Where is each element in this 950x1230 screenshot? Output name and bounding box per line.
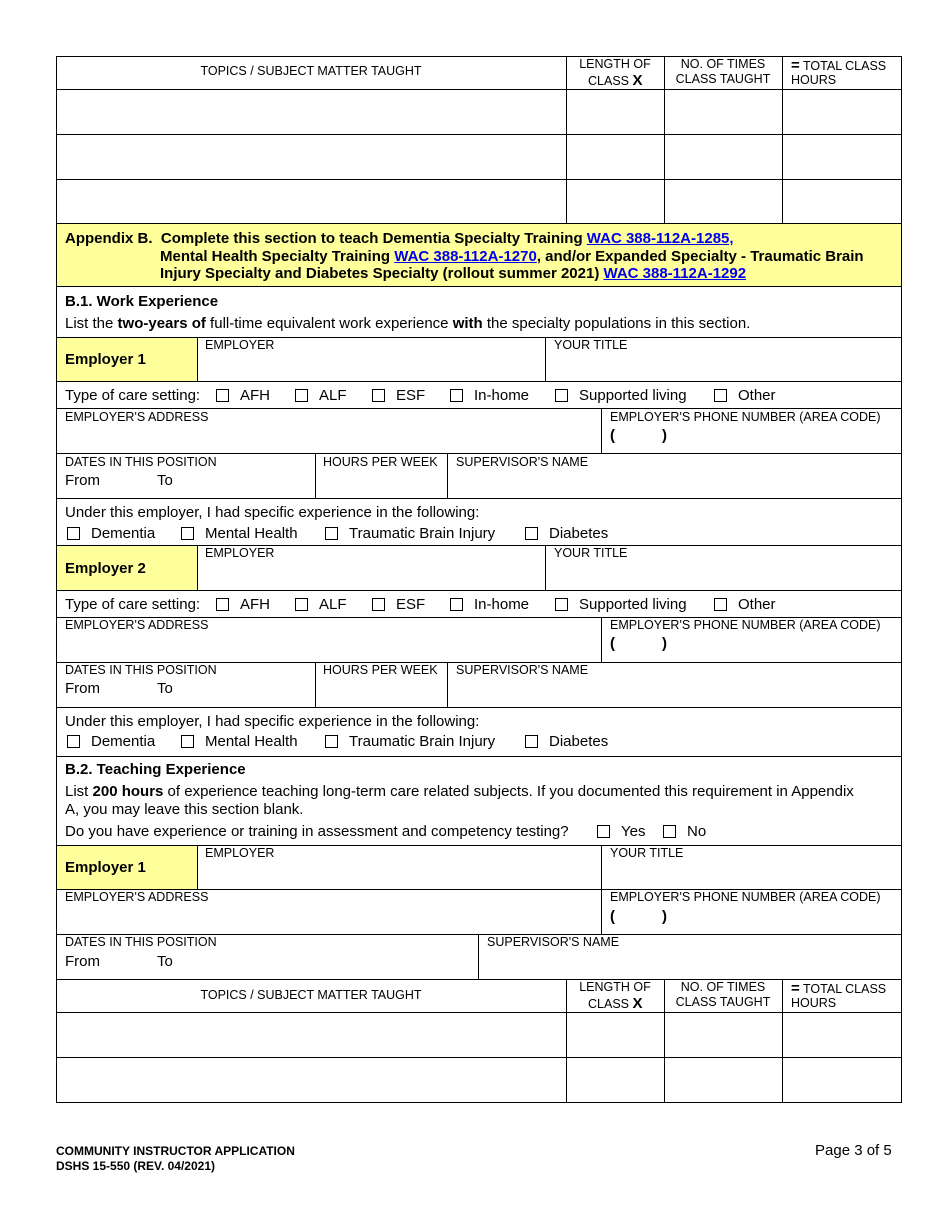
dates-caption: DATES IN THIS POSITION (65, 935, 217, 949)
col-times-header-1: NO. OF TIMES (680, 57, 766, 71)
afh-label: AFH (240, 596, 270, 613)
to-label: To (157, 680, 173, 697)
phone-paren-open: ( (610, 427, 615, 444)
col-length-header-2: CLASS X (588, 72, 643, 89)
b2-text-line1: List 200 hours of experience teaching long-term care related subjects. If you documented this requirement in Appendix (65, 783, 854, 800)
to-label: To (157, 953, 173, 970)
phone-paren-close: ) (662, 908, 667, 925)
esf-checkbox[interactable] (372, 389, 385, 402)
col-total-header-2: HOURS (791, 996, 837, 1010)
hours-caption: HOURS PER WEEK (323, 455, 438, 469)
phone-caption: EMPLOYER'S PHONE NUMBER (AREA CODE) (610, 618, 881, 632)
no-checkbox[interactable] (663, 825, 676, 838)
col-total-header-1: = TOTAL CLASS (791, 57, 887, 74)
employer2-phone-input[interactable] (620, 632, 900, 661)
employer2-label: Employer 2 (65, 560, 146, 577)
tbi-checkbox[interactable] (325, 735, 338, 748)
esf-label: ESF (396, 387, 426, 404)
address-caption: EMPLOYER'S ADDRESS (65, 890, 209, 904)
dates-caption: DATES IN THIS POSITION (65, 663, 217, 677)
col-total-header-1: = TOTAL CLASS (791, 980, 887, 997)
phone-paren-close: ) (662, 635, 667, 652)
phone-paren-open: ( (610, 635, 615, 652)
supported-living-checkbox[interactable] (555, 389, 568, 402)
employer2-address-input[interactable] (57, 632, 600, 661)
phone-caption: EMPLOYER'S PHONE NUMBER (AREA CODE) (610, 410, 881, 424)
assessment-question: Do you have experience or training in assessment and competency testing? (65, 823, 569, 840)
employer-caption: EMPLOYER (205, 546, 275, 560)
other-checkbox[interactable] (714, 389, 727, 402)
b2-topic-input-row2[interactable] (57, 1058, 565, 1101)
b2-heading: B.2. Teaching Experience (65, 761, 246, 778)
b2-text-line2: A, you may leave this section blank. (65, 801, 304, 818)
other-label: Other (738, 596, 776, 613)
employer2-supervisor-input[interactable] (448, 677, 900, 706)
topic-input-row2[interactable] (57, 135, 565, 178)
diabetes-label: Diabetes (549, 525, 609, 542)
to-label: To (157, 472, 173, 489)
b2-dates-input[interactable] (57, 949, 477, 978)
wac-1285-link[interactable]: WAC 388-112A-1285, (586, 230, 734, 247)
diabetes-checkbox[interactable] (525, 527, 538, 540)
esf-label: ESF (396, 596, 426, 613)
from-label: From (65, 472, 100, 489)
dementia-label: Dementia (91, 525, 156, 542)
alf-label: ALF (319, 387, 347, 404)
mental-health-checkbox[interactable] (181, 527, 194, 540)
b2-address-input[interactable] (57, 904, 600, 933)
b2-employer-name-input[interactable] (198, 860, 600, 888)
care-setting-label: Type of care setting: (65, 596, 201, 613)
mental-health-checkbox[interactable] (181, 735, 194, 748)
tbi-checkbox[interactable] (325, 527, 338, 540)
col-topics-header: TOPICS / SUBJECT MATTER TAUGHT (200, 988, 422, 1002)
care-setting-label: Type of care setting: (65, 387, 201, 404)
hours-caption: HOURS PER WEEK (323, 663, 438, 677)
under-employer-text: Under this employer, I had specific experience in the following: (65, 713, 480, 730)
col-topics-header: TOPICS / SUBJECT MATTER TAUGHT (200, 64, 422, 78)
b1-heading: B.1. Work Experience (65, 293, 219, 310)
tbi-label: Traumatic Brain Injury (349, 733, 496, 750)
supervisor-caption: SUPERVISOR'S NAME (456, 455, 589, 469)
mental-health-label: Mental Health (205, 525, 298, 542)
no-label: No (687, 823, 707, 840)
address-caption: EMPLOYER'S ADDRESS (65, 618, 209, 632)
appendix-b-line1: Appendix B. Complete this section to teach Dementia Specialty Training WAC 388-112A-1285, (65, 230, 734, 247)
other-checkbox[interactable] (714, 598, 727, 611)
supported-living-checkbox[interactable] (555, 598, 568, 611)
inhome-checkbox[interactable] (450, 598, 463, 611)
col-length-header-1: LENGTH OF (579, 980, 651, 994)
employer1-supervisor-input[interactable] (448, 469, 900, 497)
mental-health-label: Mental Health (205, 733, 298, 750)
from-label: From (65, 953, 100, 970)
alf-label: ALF (319, 596, 347, 613)
wac-1270-link[interactable]: WAC 388-112A-1270 (394, 248, 537, 265)
col-times-header-1: NO. OF TIMES (680, 980, 766, 994)
page-number: Page 3 of 5 (815, 1142, 892, 1159)
employer-caption: EMPLOYER (205, 338, 275, 352)
yes-checkbox[interactable] (597, 825, 610, 838)
diabetes-label: Diabetes (549, 733, 609, 750)
topic-input-row1[interactable] (57, 90, 565, 133)
yes-label: Yes (621, 823, 646, 840)
employer2-dates-input[interactable] (57, 677, 314, 706)
footer-title: COMMUNITY INSTRUCTOR APPLICATION (56, 1144, 295, 1158)
col-length-header-2: CLASS X (588, 995, 643, 1012)
supported-living-label: Supported living (579, 596, 687, 613)
phone-paren-close: ) (662, 427, 667, 444)
b2-topic-input-row1[interactable] (57, 1013, 565, 1056)
topic-input-row3[interactable] (57, 180, 565, 223)
afh-label: AFH (240, 387, 270, 404)
appendix-b-line2: Mental Health Specialty Training WAC 388-112A-1270, and/or Expanded Specialty - Traumatic Brain (160, 248, 864, 265)
col-total-header-2: HOURS (791, 73, 837, 87)
phone-caption: EMPLOYER'S PHONE NUMBER (AREA CODE) (610, 890, 881, 904)
col-times-header-2: CLASS TAUGHT (675, 995, 771, 1009)
inhome-label: In-home (474, 387, 530, 404)
employer1-name-input[interactable] (198, 352, 544, 380)
employer2-name-input[interactable] (198, 560, 544, 589)
your-title-caption: YOUR TITLE (610, 846, 684, 860)
employer1-address-input[interactable] (57, 424, 600, 452)
alf-checkbox[interactable] (295, 598, 308, 611)
employer1-dates-input[interactable] (57, 469, 314, 497)
employer1-label: Employer 1 (65, 351, 146, 368)
from-label: From (65, 680, 100, 697)
employer1-hours-input[interactable] (316, 469, 446, 497)
col-times-header-2: CLASS TAUGHT (675, 72, 771, 86)
alf-checkbox[interactable] (295, 389, 308, 402)
b2-employer1-label: Employer 1 (65, 859, 146, 876)
other-label: Other (738, 387, 776, 404)
b2-employer-title-input[interactable] (602, 860, 900, 888)
afh-checkbox[interactable] (216, 389, 229, 402)
inhome-label: In-home (474, 596, 530, 613)
phone-paren-open: ( (610, 908, 615, 925)
afh-checkbox[interactable] (216, 598, 229, 611)
dementia-checkbox[interactable] (67, 735, 80, 748)
your-title-caption: YOUR TITLE (554, 546, 628, 560)
esf-checkbox[interactable] (372, 598, 385, 611)
tbi-label: Traumatic Brain Injury (349, 525, 496, 542)
under-employer-text: Under this employer, I had specific experience in the following: (65, 504, 480, 521)
employer2-title-input[interactable] (546, 560, 900, 589)
dates-caption: DATES IN THIS POSITION (65, 455, 217, 469)
supervisor-caption: SUPERVISOR'S NAME (456, 663, 589, 677)
col-length-header-1: LENGTH OF (579, 57, 651, 71)
employer-caption: EMPLOYER (205, 846, 275, 860)
inhome-checkbox[interactable] (450, 389, 463, 402)
wac-1292-link[interactable]: WAC 388-112A-1292 (603, 265, 747, 282)
employer2-hours-input[interactable] (316, 677, 446, 706)
b1-intro: List the two-years of full-time equivalent work experience with the specialty populations in this section. (65, 315, 751, 332)
employer1-phone-input[interactable] (620, 424, 900, 452)
b2-phone-input[interactable] (620, 904, 900, 933)
your-title-caption: YOUR TITLE (554, 338, 628, 352)
dementia-label: Dementia (91, 733, 156, 750)
diabetes-checkbox[interactable] (525, 735, 538, 748)
address-caption: EMPLOYER'S ADDRESS (65, 410, 209, 424)
footer-form-number: DSHS 15-550 (REV. 04/2021) (56, 1159, 215, 1173)
b2-supervisor-input[interactable] (479, 949, 900, 978)
appendix-b-line3: Injury Specialty and Diabetes Specialty (rollout summer 2021) WAC 388-112A-1292 (160, 265, 747, 282)
employer1-title-input[interactable] (546, 352, 900, 380)
dementia-checkbox[interactable] (67, 527, 80, 540)
supervisor-caption: SUPERVISOR'S NAME (487, 935, 620, 949)
supported-living-label: Supported living (579, 387, 687, 404)
